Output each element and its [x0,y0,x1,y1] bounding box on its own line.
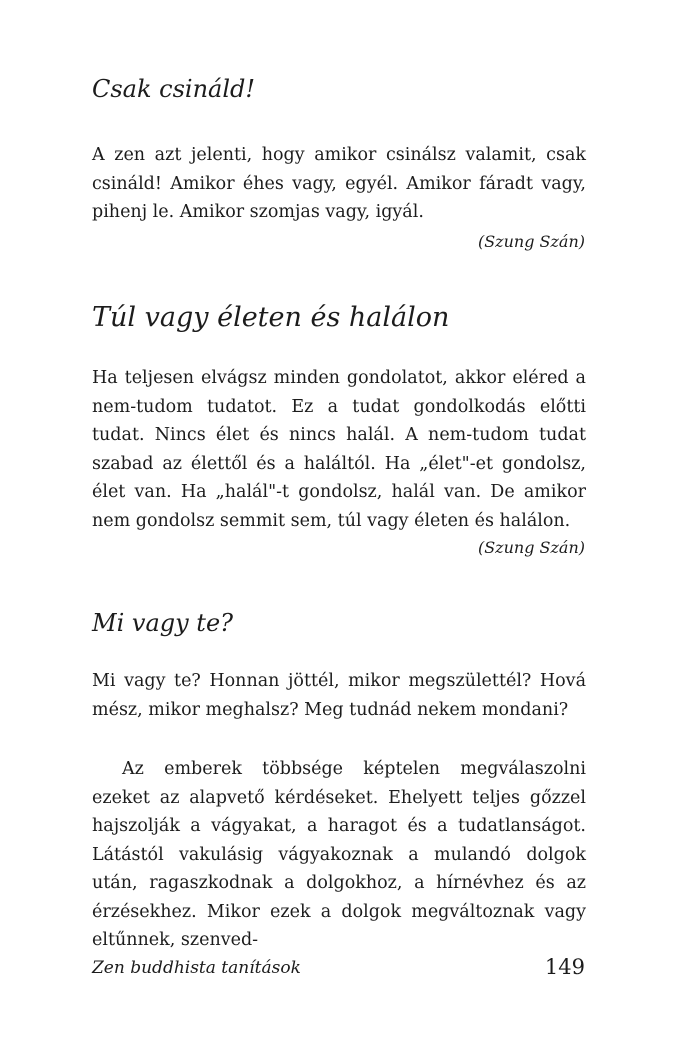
section-heading-csak-csinald: Csak csináld! [92,75,256,103]
footer-book-title: Zen buddhista tanítások [92,958,301,978]
section-attribution: (Szung Szán) [477,232,585,251]
section-paragraph: Az emberek többsége képtelen megválaszolni ezeket az alapvető kérdéseket. Ehelyett teljes gőzzel hajszolják a vágyakat, a haragot és a tudatlanságot. Látástól vakulásig vágyakoznak a mulandó dolgok után, ragaszkodnak a dolgokhoz, a hírnévhez és az érzésekhez. Mikor ezek a dolgok megváltoznak vagy eltűnnek, szenved- [92,759,586,950]
page-number: 149 [544,955,585,979]
section-paragraph: Mi vagy te? Honnan jöttél, mikor megszülettél? Hová mész, mikor meghalsz? Meg tudnád nekem mondani? [92,671,586,720]
section-paragraph: A zen azt jelenti, hogy amikor csinálsz valamit, csak csináld! Amikor éhes vagy, egyél. Amikor fáradt vagy, pihenj le. Amikor szomjas vagy, igyál. [92,145,586,222]
section-heading-mi-vagy-te: Mi vagy te? [92,609,234,637]
section-heading-tul-vagy-eleten: Túl vagy életen és halálon [92,302,450,333]
section-attribution: (Szung Szán) [477,538,585,557]
section-paragraph: Ha teljesen elvágsz minden gondolatot, akkor eléred a nem-tudom tudatot. Ez a tudat gondolkodás előtti tudat. Nincs élet és nincs halál. A nem-tudom tudat szabad az élettől és a haláltól. Ha „élet"-et gondolsz, élet van. Ha „halál"-t gondolsz, halál van. De amikor nem gondolsz semmit sem, túl vagy életen és halálon. [92,368,586,531]
